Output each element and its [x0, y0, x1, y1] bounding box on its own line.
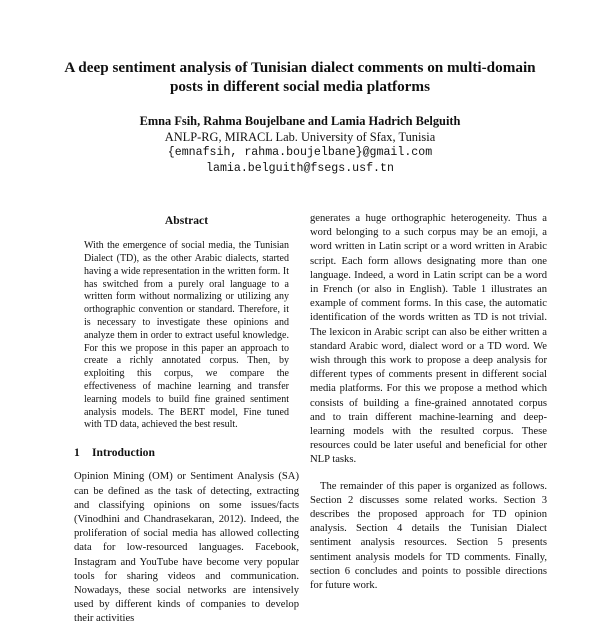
section-title: Introduction [92, 446, 155, 460]
author-block [40, 114, 560, 176]
left-column [74, 212, 299, 627]
title-line-1: A deep sentiment analysis of Tunisian dialect comments on multi-domain [64, 59, 536, 76]
author-names: Emna Fsih, Rahma Boujelbane and Lamia Hadrich Belguith [139, 114, 461, 128]
section-number: 1 [74, 446, 80, 460]
paper-title [40, 58, 560, 96]
section-heading-introduction [74, 446, 299, 460]
right-paragraph-1: generates a huge orthographic heterogeneity. Thus a word belonging to a such corpus may be an emoji, a word written in Latin script or a word written in Arabic script. Each form allows designating more than one language. Indeed, a word in Latin script can be a word in French (or also in English). Table 1 illustrates an example of comment forms. In this case, the automatic identification of the words written as TD is not trivial. The lexicon in Arabic script can also be either written a standard Arabic word, dialect word or a TD word. We wish through this work to propose a deep analysis for different types of comments present in different social media platforms. For this we propose a method which consists of building a fine-grained annotated corpus and to train different machine-learning and deep-learning models with the resulted corpus. These resources could be later useful and beneficial for other NLP tasks. [310, 213, 547, 466]
affiliation: ANLP-RG, MIRACL Lab. University of Sfax, Tunisia [164, 129, 436, 144]
email-line-2: lamia.belguith@fsegs.usf.tn [206, 161, 394, 175]
right-column [310, 212, 547, 593]
email-line-1: {emnafsih, rahma.boujelbane}@gmail.com [167, 146, 433, 159]
title-line-2: posts in different social media platforms [169, 78, 430, 95]
introduction-paragraph: Opinion Mining (OM) or Sentiment Analysis (SA) can be defined as the task of detecting, extracting and classifying opinions on some issues/facts (Vinodhini and Chandrasekaran, 2012). Indeed, the proliferation of social media has allowed collecting data for low-resourced languages. Facebook, Instagram and YouTube have become very popular tools for sharing videos and communication. Nowadays, these social networks are intensively used by different kinds of companies to develop their activities [74, 471, 299, 625]
abstract-heading: Abstract [164, 214, 209, 227]
right-paragraph-2: The remainder of this paper is organized as follows. Section 2 discusses some related works. Section 3 describes the proposed approach for TD opinion analysis. Section 4 details the Tunisian Dialect sentiment analysis resources. Section 5 presents sentiment analysis models for TD comments. Finally, section 6 concludes and points to possible directions for future work. [310, 480, 547, 592]
abstract-text: With the emergence of social media, the Tunisian Dialect (TD), as the other Arabic dialects, started having a wide representation in the written form. It has switched from a purely oral language to a written form without normalizing or utilizing any orthographic convention or standard. Therefore, it is necessary to investigate these opinions and analyze them in order to extract useful knowledge. For this we propose in this paper an approach to create a richly annotated corpus. Then, by exploiting this corpus, we compare the effectiveness of machine learning and transfer learning models to build fine grained sentiment analysis models. The BERT model, Fine tuned with TD data, achieved the best result. [84, 240, 289, 431]
